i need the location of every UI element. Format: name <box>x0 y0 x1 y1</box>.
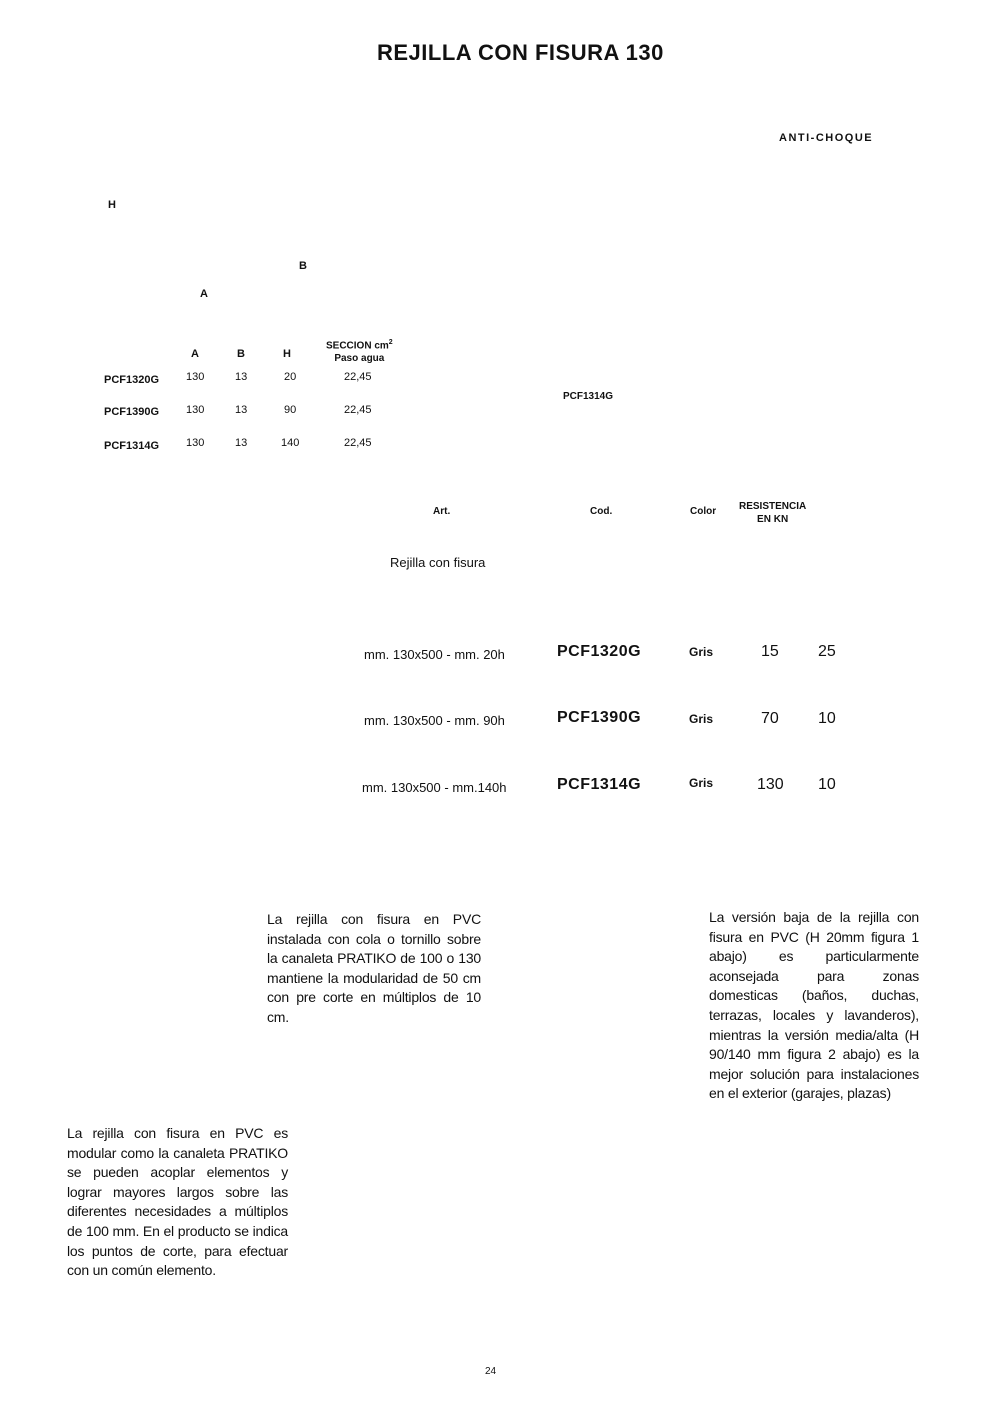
row-h: 90 <box>284 404 297 416</box>
header-resistance <box>739 500 806 526</box>
row-section: 22,45 <box>344 404 372 416</box>
header-color: Color <box>690 506 717 517</box>
row-h: 140 <box>281 437 300 449</box>
dims-header-a: A <box>191 348 199 360</box>
row-qty: 25 <box>818 643 836 660</box>
section-header-text: SECCION cm <box>326 340 389 352</box>
section-header-subtitle: Paso agua <box>334 353 385 365</box>
row-resistance: 130 <box>757 776 784 793</box>
header-resistance-line2: EN KN <box>757 514 789 525</box>
header-resistance-line1: RESISTENCIA <box>739 501 807 512</box>
row-b: 13 <box>235 437 248 449</box>
row-resistance: 70 <box>761 710 779 727</box>
row-code: PCF1314G <box>557 776 642 793</box>
page-title: REJILLA CON FISURA 130 <box>377 40 664 65</box>
article-name: Rejilla con fisura <box>390 555 486 570</box>
row-color: Gris <box>689 776 714 790</box>
row-code: PCF1320G <box>104 374 160 386</box>
row-qty: 10 <box>818 776 836 793</box>
header-cod: Cod. <box>590 506 613 517</box>
diagram-label-a: A <box>200 288 208 300</box>
row-code: PCF1314G <box>104 440 160 452</box>
row-desc: mm. 130x500 - mm.140h <box>362 780 507 795</box>
diagram-label-h: H <box>108 199 116 211</box>
photo-caption: PCF1314G <box>563 391 614 402</box>
row-h: 20 <box>284 371 297 383</box>
row-color: Gris <box>689 645 714 659</box>
row-a: 130 <box>186 404 205 416</box>
row-color: Gris <box>689 712 714 726</box>
row-section: 22,45 <box>344 437 372 449</box>
row-code: PCF1390G <box>104 406 160 418</box>
row-resistance: 15 <box>761 643 779 660</box>
row-b: 13 <box>235 404 248 416</box>
section-header-superscript: 2 <box>388 339 393 346</box>
row-code: PCF1320G <box>557 643 642 660</box>
row-section: 22,45 <box>344 371 372 383</box>
dims-header-section <box>326 336 393 365</box>
header-art: Art. <box>433 506 451 517</box>
dims-header-b: B <box>237 348 245 360</box>
row-desc: mm. 130x500 - mm. 20h <box>364 647 505 662</box>
row-b: 13 <box>235 371 248 383</box>
diagram-label-b: B <box>299 260 307 272</box>
row-a: 130 <box>186 371 205 383</box>
paragraph-installation: La rejilla con fisura en PVC instalada con cola o tornillo sobre la canaleta PRATIKO de 100 o 130 mantiene la modularidad de 50 cm con pre corte en múltiplos de 10 cm. <box>267 911 481 1025</box>
row-a: 130 <box>186 437 205 449</box>
page-number: 24 <box>485 1366 497 1377</box>
anti-choque-label: ANTI-CHOQUE <box>779 132 874 144</box>
paragraph-modular: La rejilla con fisura en PVC es modular como la canaleta PRATIKO se pueden acoplar elementos y lograr mayores largos sobre las diferentes necesidades a múltiplos de 100 mm. En el producto se indica los puntos de corte, para efectuar con un común elemento. <box>67 1125 288 1279</box>
row-desc: mm. 130x500 - mm. 90h <box>364 713 505 728</box>
row-qty: 10 <box>818 710 836 727</box>
row-code: PCF1390G <box>557 709 642 726</box>
dims-header-h: H <box>283 348 291 360</box>
paragraph-versions: La versión baja de la rejilla con fisura en PVC (H 20mm figura 1 abajo) es particularmente aconsejada para zonas domesticas (baños, duchas, terrazas, locales y lavanderos), mientras la versión media/alta (H 90/140 mm figura 2 abajo) es la mejor solución para instalaciones en el exterior (garajes, plazas) <box>709 909 919 1102</box>
